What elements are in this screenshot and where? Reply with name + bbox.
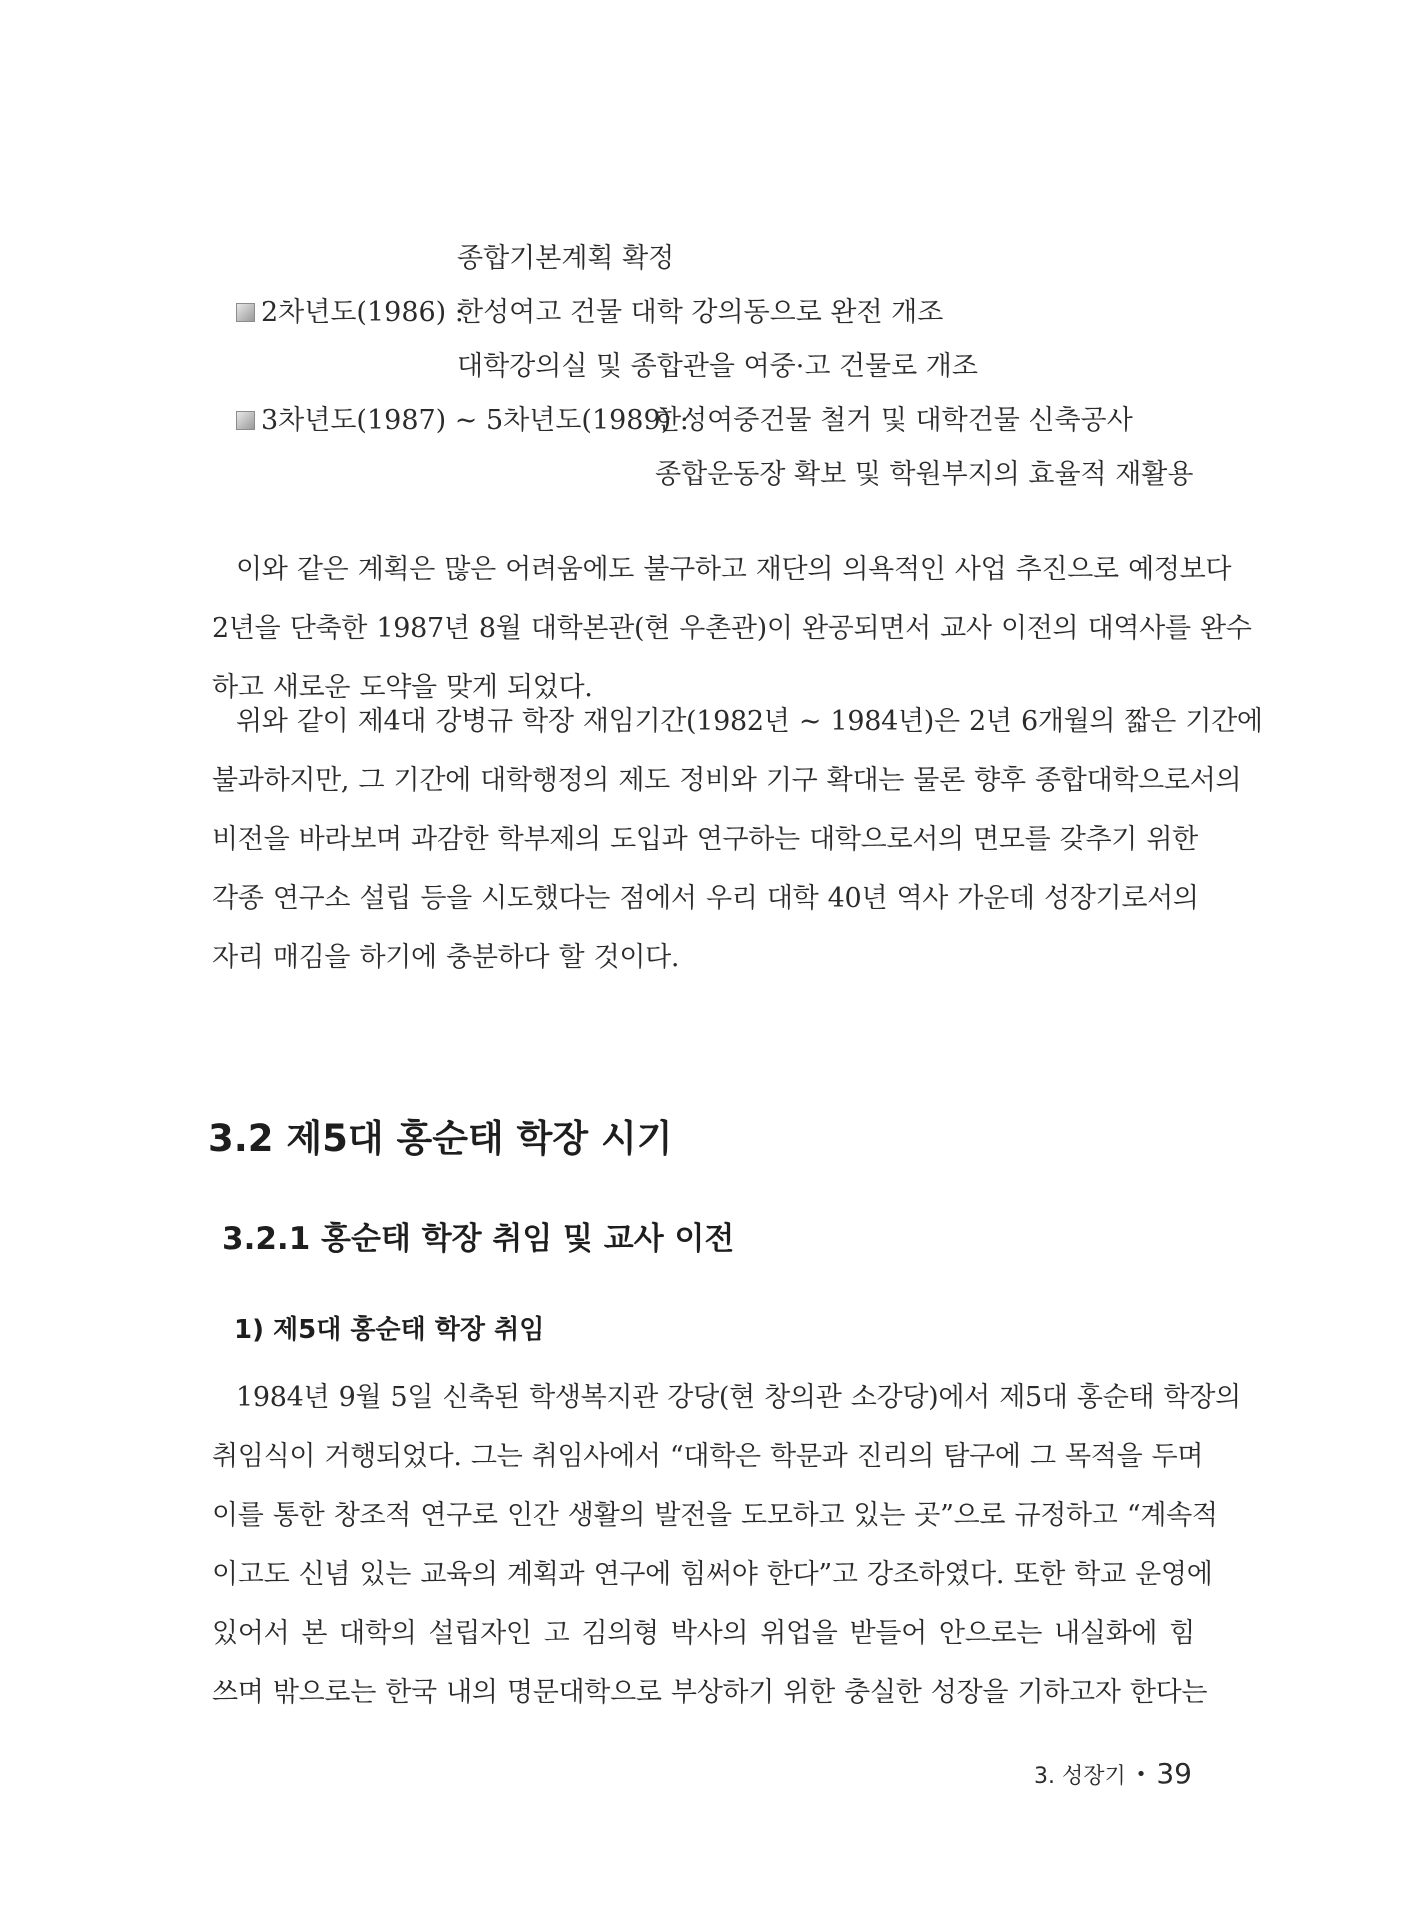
bullet-separator: • [1135,1764,1147,1785]
paragraph-line: 1984년 9월 5일 신축된 학생복지관 강당(현 창의관 소강당)에서 제5대 홍순태 학장의 [236,1382,1241,1413]
plan-item-year3-5-label: 3차년도(1987) ~ 5차년도(1989) : [261,405,689,436]
square-bullet-icon [236,303,255,322]
paragraph-line: 불과하지만, 그 기간에 대학행정의 제도 정비와 기구 확대는 물론 향후 종합대학으로서의 [212,765,1242,796]
paragraph-line: 비전을 바라보며 과감한 학부제의 도입과 연구하는 대학으로서의 면모를 갖추기 위한 [212,824,1198,855]
subsection-heading: 3.2.1 홍순태 학장 취임 및 교사 이전 [222,1221,735,1257]
paragraph-line: 위와 같이 제4대 강병규 학장 재임기간(1982년 ~ 1984년)은 2년 6개월의 짧은 기간에 [236,706,1263,737]
square-bullet-icon [236,411,255,430]
page-footer [1034,1757,1192,1790]
paragraph-line: 각종 연구소 설립 등을 시도했다는 점에서 우리 대학 40년 역사 가운데 성장기로서의 [212,883,1199,914]
paragraph-line: 취임식이 거행되었다. 그는 취임사에서 “대학은 학문과 진리의 탐구에 그 목적을 두며 [212,1441,1204,1472]
paragraph-line: 자리 매김을 하기에 충분하다 할 것이다. [212,942,680,973]
chapter-label: 3. 성장기 [1033,1764,1126,1789]
paragraph-line: 이와 같은 계획은 많은 어려움에도 불구하고 재단의 의욕적인 사업 추진으로 예정보다 [236,554,1232,585]
paragraph-line: 이고도 신념 있는 교육의 계획과 연구에 힘써야 한다”고 강조하였다. 또한 학교 운영에 [212,1559,1213,1590]
paragraph-summary-4th-president [212,692,1263,987]
paragraph-inauguration [212,1368,1241,1722]
plan-item-year3-5 [236,398,689,437]
paragraph-line: 있어서 본 대학의 설립자인 고 김의형 박사의 위업을 받들어 안으로는 내실화에 힘 [212,1618,1195,1649]
plan-item-year2 [236,290,464,329]
plan-item-year2-line2: 대학강의실 및 종합관을 여중·고 건물로 개조 [457,351,978,382]
paragraph-plan-result [212,540,1252,717]
page-number: 39 [1156,1757,1192,1790]
paragraph-line: 쓰며 밖으로는 한국 내의 명문대학으로 부상하기 위한 충실한 성장을 기하고자 한다는 [212,1677,1208,1708]
plan-item-year2-line1: 한성여고 건물 대학 강의동으로 완전 개조 [457,297,944,328]
plan-item-year3-5-line2: 종합운동장 확보 및 학원부지의 효율적 재활용 [655,459,1194,490]
plan-item-year3-5-line1: 한성여중건물 철거 및 대학건물 신축공사 [655,405,1133,436]
item-heading: 1) 제5대 홍순태 학장 취임 [234,1315,545,1345]
plan-item-year2-label: 2차년도(1986) : [261,297,464,328]
paragraph-line: 2년을 단축한 1987년 8월 대학본관(현 우촌관)이 완공되면서 교사 이전의 대역사를 완수 [212,613,1252,644]
paragraph-line: 하고 새로운 도약을 맞게 되었다. [212,672,593,703]
paragraph-line: 이를 통한 창조적 연구로 인간 생활의 발전을 도모하고 있는 곳”으로 규정하고 “계속적 [212,1500,1218,1531]
plan-line-comprehensive-plan: 종합기본계획 확정 [457,243,675,274]
section-heading: 3.2 제5대 홍순태 학장 시기 [208,1117,673,1160]
